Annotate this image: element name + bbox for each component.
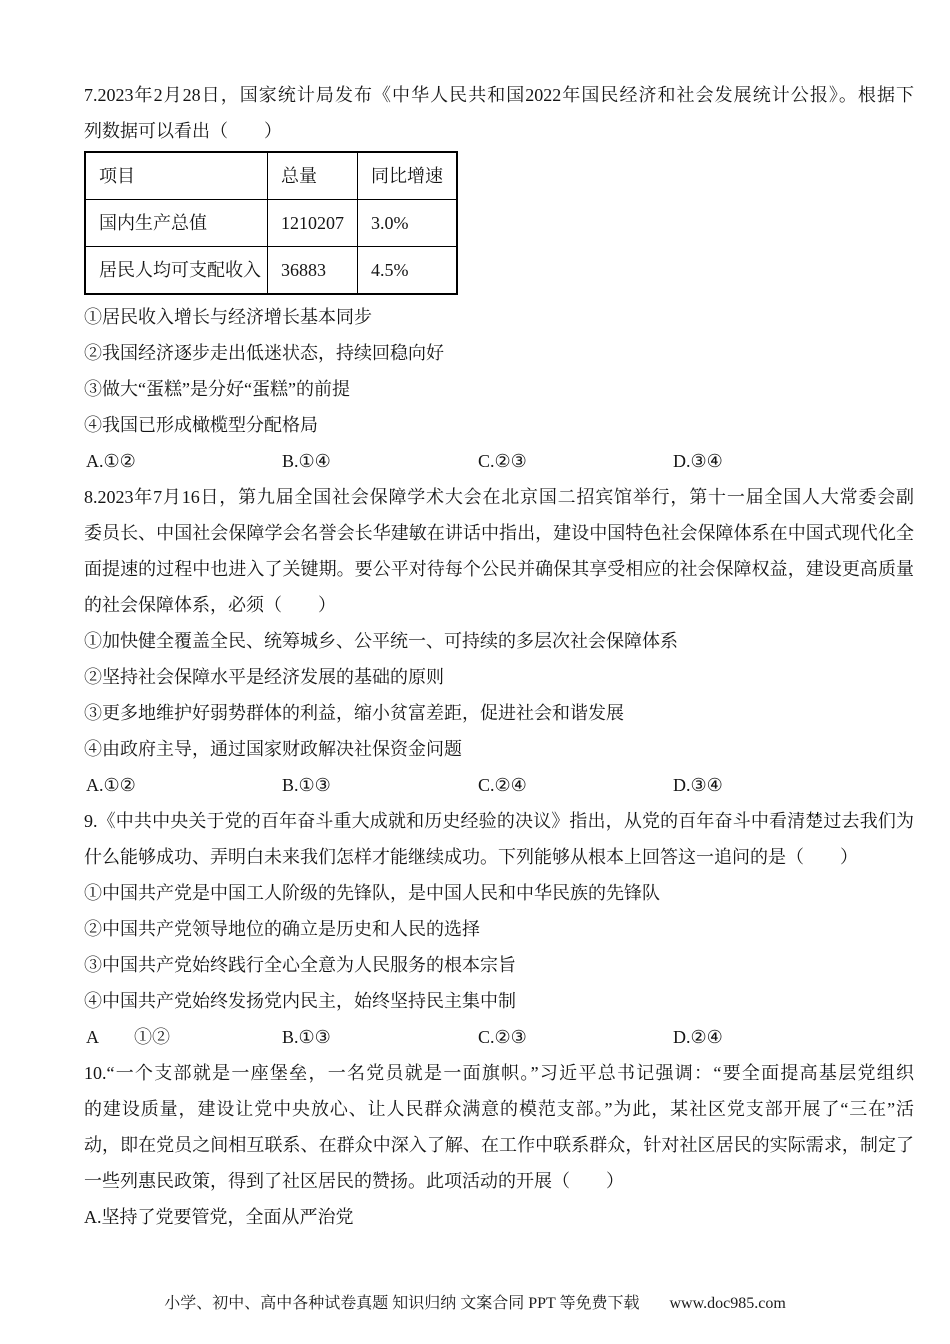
question-stem-line: 一些列惠民政策，得到了社区居民的赞扬。此项活动的开展（ ） xyxy=(84,1171,624,1191)
footer-url: www.doc985.com xyxy=(669,1295,786,1312)
table-header-cell: 同比增速 xyxy=(358,152,458,200)
choice-row xyxy=(84,443,914,479)
option-line: ②坚持社会保障水平是经济发展的基础的原则 xyxy=(84,667,444,687)
table-cell: 国内生产总值 xyxy=(85,200,268,247)
option-line: ①加快健全覆盖全民、统筹城乡、公平统一、可持续的多层次社会保障体系 xyxy=(84,631,678,651)
choice-c: C.②③ xyxy=(478,1027,527,1047)
table-cell: 4.5% xyxy=(358,247,458,295)
question-10 xyxy=(84,1055,914,1235)
footer-note: 小学、初中、高中各种试卷真题 知识归纳 文案合同 PPT 等免费下载 xyxy=(164,1295,640,1312)
choice-c: C.②③ xyxy=(478,451,527,471)
table-cell: 1210207 xyxy=(268,200,358,247)
table-cell: 3.0% xyxy=(358,200,458,247)
option-line: ④中国共产党始终发扬党内民主，始终坚持民主集中制 xyxy=(84,991,516,1011)
choice-b: B.①③ xyxy=(282,775,331,795)
question-9 xyxy=(84,803,914,1055)
choice-d: D.③④ xyxy=(673,451,723,471)
option-line: ③中国共产党始终践行全心全意为人民服务的根本宗旨 xyxy=(84,955,516,975)
question-stem-line: 委员长、中国社会保障学会名誉会长华建敏在讲话中指出，建设中国特色社会保障体系在中国式现代化全 xyxy=(84,523,914,543)
choice-d: D.③④ xyxy=(673,775,723,795)
document-body xyxy=(84,77,914,1235)
question-stem-line: 的社会保障体系，必须（ ） xyxy=(84,595,336,615)
table-row xyxy=(85,200,457,247)
question-stem-line: 面提速的过程中也进入了关键期。要公平对待每个公民并确保其享受相应的社会保障权益，建设更高质量 xyxy=(84,559,914,579)
table-row xyxy=(85,247,457,295)
question-stem-line: 7.2023年2月28日，国家统计局发布《中华人民共和国2022年国民经济和社会发展统计公报》。根据下 xyxy=(84,85,914,105)
table-header-cell: 项目 xyxy=(85,152,268,200)
choice-c: C.②④ xyxy=(478,775,527,795)
option-line: ③更多地维护好弱势群体的利益，缩小贫富差距，促进社会和谐发展 xyxy=(84,703,624,723)
statistics-table xyxy=(84,151,458,295)
choice-a: A.坚持了党要管党，全面从严治党 xyxy=(84,1207,354,1227)
option-line: ③做大“蛋糕”是分好“蛋糕”的前提 xyxy=(84,379,350,399)
choice-a: A ①② xyxy=(86,1027,171,1047)
question-stem-line: 9.《中共中央关于党的百年奋斗重大成就和历史经验的决议》指出，从党的百年奋斗中看清楚过去我们为 xyxy=(84,811,914,831)
question-7 xyxy=(84,77,914,479)
option-line: ②中国共产党领导地位的确立是历史和人民的选择 xyxy=(84,919,480,939)
choice-row xyxy=(84,1019,914,1055)
page-footer xyxy=(0,1292,950,1316)
option-line: ①居民收入增长与经济增长基本同步 xyxy=(84,307,372,327)
option-line: ④由政府主导，通过国家财政解决社保资金问题 xyxy=(84,739,462,759)
question-stem-line: 8.2023年7月16日，第九届全国社会保障学术大会在北京国二招宾馆举行，第十一届全国人大常委会副 xyxy=(84,487,914,507)
question-stem-line: 列数据可以看出（ ） xyxy=(84,121,282,141)
option-line: ②我国经济逐步走出低迷状态，持续回稳向好 xyxy=(84,343,444,363)
question-stem-line: 10.“一个支部就是一座堡垒，一名党员就是一面旗帜。”习近平总书记强调：“要全面提高基层党组织 xyxy=(84,1063,914,1083)
question-stem-line: 动，即在党员之间相互联系、在群众中深入了解、在工作中联系群众，针对社区居民的实际需求，制定了 xyxy=(84,1135,914,1155)
choice-b: B.①③ xyxy=(282,1027,331,1047)
choice-b: B.①④ xyxy=(282,451,331,471)
choice-d: D.②④ xyxy=(673,1027,723,1047)
question-stem-line: 什么能够成功、弄明白未来我们怎样才能继续成功。下列能够从根本上回答这一追问的是（ ） xyxy=(84,847,858,867)
choice-row xyxy=(84,767,914,803)
question-8 xyxy=(84,479,914,803)
choice-a: A.①② xyxy=(86,451,136,471)
table-header-cell: 总量 xyxy=(268,152,358,200)
table-header-row xyxy=(85,152,457,200)
option-line: ①中国共产党是中国工人阶级的先锋队，是中国人民和中华民族的先锋队 xyxy=(84,883,660,903)
question-stem-line: 的建设质量，建设让党中央放心、让人民群众满意的模范支部。”为此，某社区党支部开展了“三在”活 xyxy=(84,1099,914,1119)
table-cell: 36883 xyxy=(268,247,358,295)
table-cell: 居民人均可支配收入 xyxy=(85,247,268,295)
option-line: ④我国已形成橄榄型分配格局 xyxy=(84,415,318,435)
choice-a: A.①② xyxy=(86,775,136,795)
